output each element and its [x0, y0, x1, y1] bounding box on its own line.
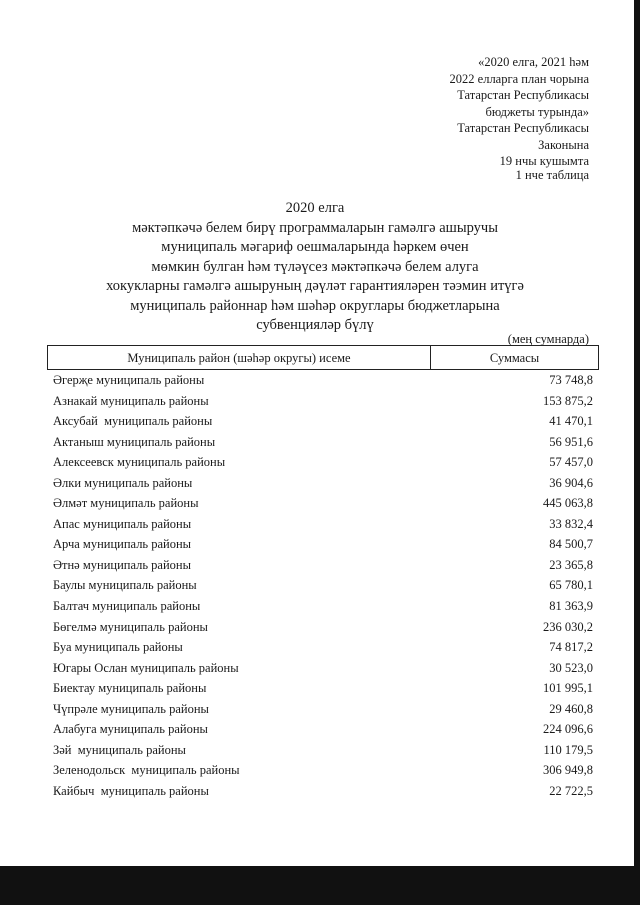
municipality-name: Кайбыч муниципаль районы [53, 783, 209, 798]
table-row [53, 599, 593, 620]
table-row [53, 578, 593, 599]
subvention-sum: 23 365,8 [549, 557, 593, 572]
municipality-name: Әгерҗе муниципаль районы [53, 373, 205, 387]
subvention-sum: 153 875,2 [543, 393, 593, 408]
note-line: Татарстан Республикасы [457, 88, 589, 102]
table-row [53, 722, 593, 743]
municipality-name: Чүпрәле муниципаль районы [53, 701, 209, 716]
municipality-name: Зеленодольск муниципаль районы [53, 763, 240, 778]
table-row [53, 517, 593, 538]
table-header [47, 345, 599, 370]
municipality-name: Бөгелмә муниципаль районы [53, 619, 208, 634]
municipality-name: Биектау муниципаль районы [53, 681, 207, 696]
table-row [53, 784, 593, 805]
note-line: Законына [538, 137, 589, 152]
title-line: муниципаль мәгариф оешмаларында һәркем өчен [161, 239, 469, 255]
table-row [53, 435, 593, 456]
municipality-name: Әлмәт муниципаль районы [53, 496, 199, 511]
municipality-name: Югары Ослан муниципаль районы [53, 660, 239, 675]
table-row [53, 537, 593, 558]
municipality-name: Әтнә муниципаль районы [53, 557, 192, 572]
title-line: хокукларны гамәлгә ашыруның дәүләт гарантияләрен тәэмин итүгә [106, 278, 524, 294]
subvention-sum: 29 460,8 [549, 701, 593, 716]
table-row [53, 640, 593, 661]
title-line: мөмкин булган һәм түләүсез мәктәпкәчә белем алуга [151, 258, 479, 275]
table-row [53, 702, 593, 723]
subvention-sum: 236 030,2 [543, 619, 593, 634]
subvention-sum: 101 995,1 [543, 681, 593, 696]
subvention-sum: 224 096,6 [543, 722, 593, 737]
column-header-name: Муниципаль район (шәһәр округы) исеме [127, 351, 351, 365]
subvention-sum: 57 457,0 [549, 455, 593, 470]
subvention-sum: 81 363,9 [549, 599, 593, 614]
subvention-sum: 36 904,6 [549, 475, 593, 490]
subvention-sum: 56 951,6 [549, 434, 593, 449]
municipality-name: Апас муниципаль районы [53, 516, 192, 531]
municipality-name: Зәй муниципаль районы [53, 742, 186, 757]
scan-edge [634, 0, 640, 866]
municipality-name: Алабуга муниципаль районы [53, 722, 208, 737]
note-line: 19 нчы кушымта [499, 154, 589, 168]
table-row [53, 620, 593, 641]
municipality-name: Буа муниципаль районы [53, 640, 183, 655]
units-note: (мең сумнарда) [507, 332, 589, 346]
subvention-sum: 306 949,8 [543, 763, 593, 778]
table-row [53, 743, 593, 764]
table-number: 1 нче таблица [515, 168, 589, 182]
subvention-sum: 84 500,7 [549, 537, 593, 552]
table-row [53, 373, 593, 394]
subvention-sum: 33 832,4 [549, 516, 593, 531]
table-row [53, 763, 593, 784]
municipality-name: Балтач муниципаль районы [53, 599, 201, 614]
title-line: 2020 елга [285, 200, 345, 216]
table-row [53, 681, 593, 702]
note-line: Татарстан Республикасы [457, 121, 589, 135]
note-line: 2022 елларга план чорына [449, 71, 589, 86]
subvention-sum: 73 748,8 [549, 373, 593, 387]
table-row [53, 394, 593, 415]
subvention-sum: 30 523,0 [549, 660, 593, 675]
column-header-sum: Суммасы [489, 351, 540, 365]
law-appendix-note [450, 54, 589, 170]
table-row [53, 496, 593, 517]
municipality-name: Аксубай муниципаль районы [53, 414, 213, 429]
title-line: муниципаль районнар һәм шәһәр округлары бюджетларына [130, 297, 500, 314]
scan-edge [0, 866, 640, 905]
table-row [53, 476, 593, 497]
municipality-name: Арча муниципаль районы [53, 537, 192, 552]
note-line: «2020 елга, 2021 һәм [478, 55, 589, 69]
table-row [53, 414, 593, 435]
table-row [53, 661, 593, 682]
subvention-sum: 65 780,1 [549, 578, 593, 593]
municipality-name: Әлки муниципаль районы [53, 475, 193, 490]
municipality-name: Актаныш муниципаль районы [53, 434, 216, 449]
subvention-sum: 41 470,1 [549, 414, 593, 429]
subvention-sum: 445 063,8 [543, 496, 593, 511]
title-line: субвенцияләр бүлү [256, 317, 374, 333]
table-row [53, 558, 593, 579]
note-line: бюджеты турында» [485, 104, 589, 119]
municipality-name: Баулы муниципаль районы [53, 578, 197, 593]
table-body [53, 373, 593, 804]
subvention-sum: 22 722,5 [549, 783, 593, 798]
title-line: мәктәпкәчә белем бирү программаларын гамәлгә ашыручы [132, 219, 498, 236]
municipality-name: Азнакай муниципаль районы [53, 393, 209, 408]
municipality-name: Алексеевск муниципаль районы [53, 455, 226, 470]
table-row [53, 455, 593, 476]
document-title [90, 199, 540, 336]
subvention-sum: 110 179,5 [543, 742, 593, 757]
subvention-sum: 74 817,2 [549, 640, 593, 655]
